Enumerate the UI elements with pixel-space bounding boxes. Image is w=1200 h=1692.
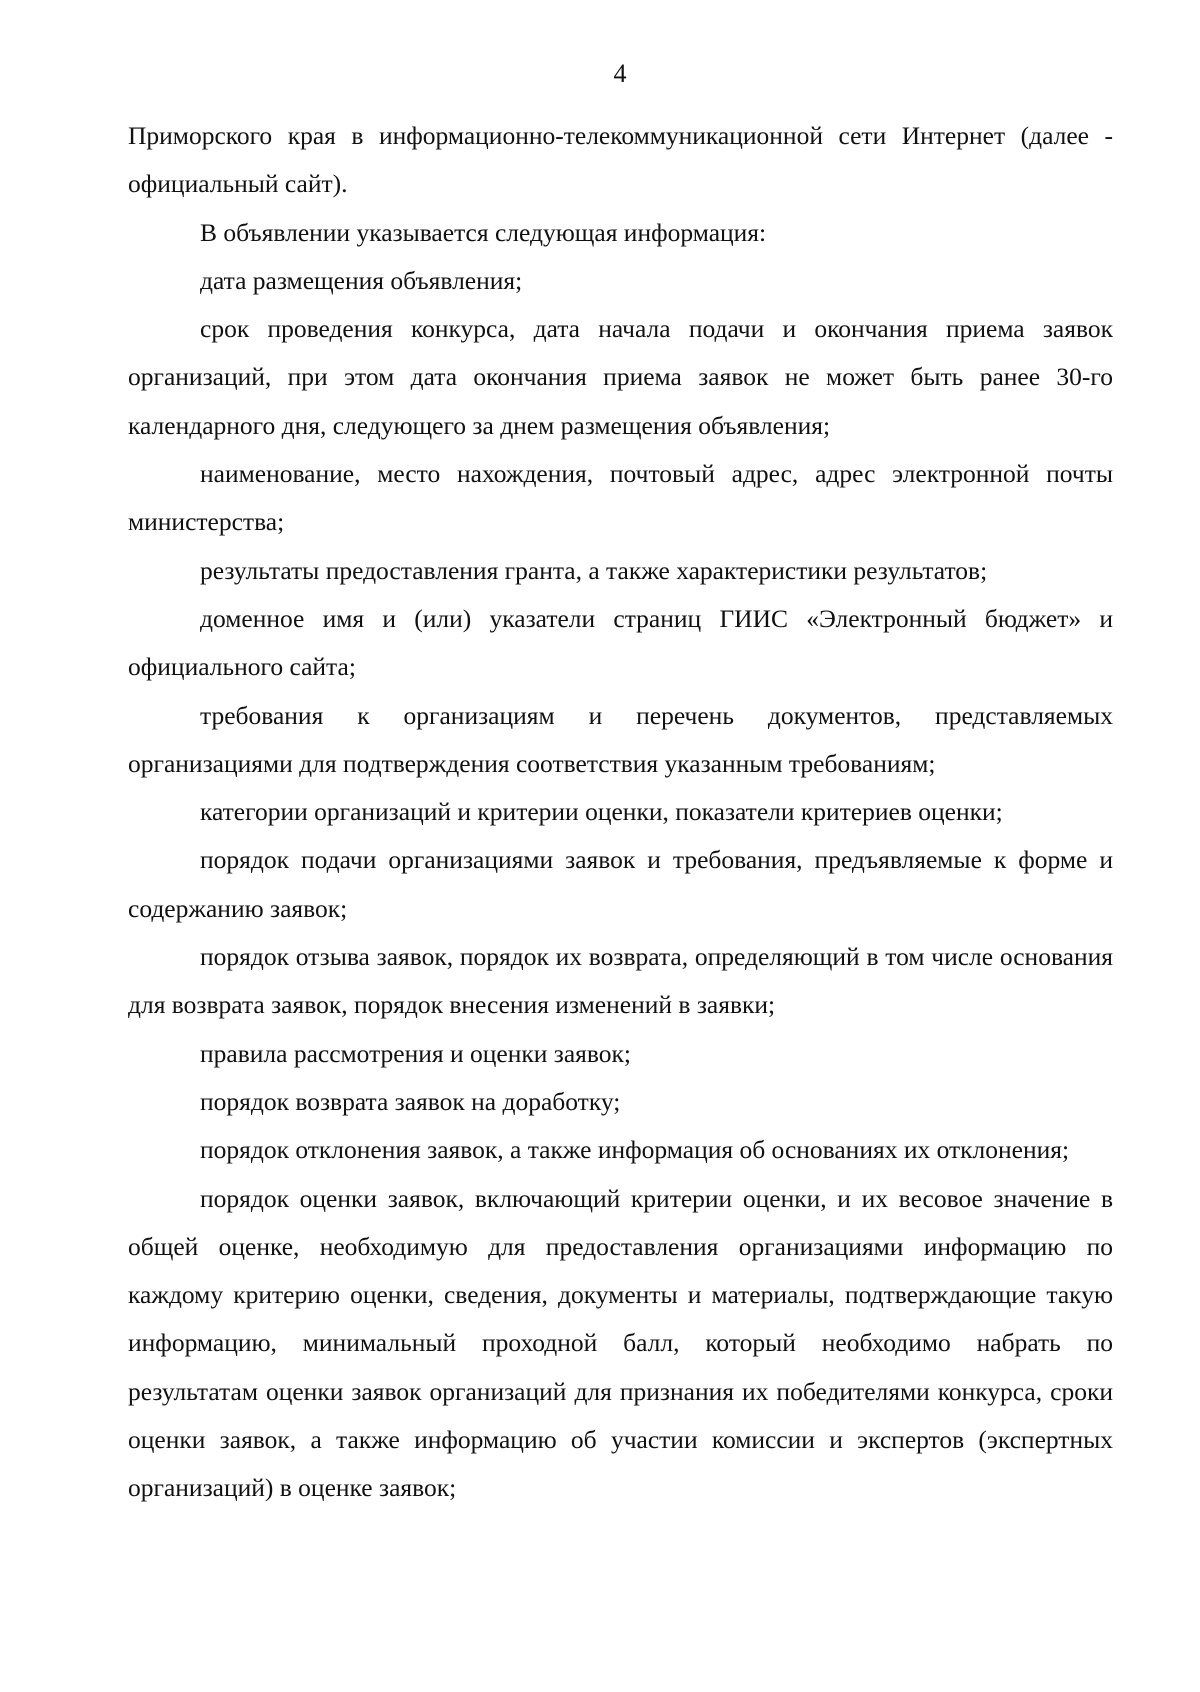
list-item: порядок отзыва заявок, порядок их возврата, определяющий в том числе основания для возврата заявок, порядок внесения изменений в заявки;	[128, 942, 1113, 1020]
list-item: наименование, место нахождения, почтовый адрес, адрес электронной почты министерства;	[128, 459, 1113, 537]
list-item: правила рассмотрения и оценки заявок;	[200, 1038, 631, 1068]
list-item: порядок отклонения заявок, а также информация об основаниях их отклонения;	[200, 1135, 1070, 1165]
list-item: результаты предоставления гранта, а также характеристики результатов;	[200, 555, 988, 585]
document-body	[128, 112, 1113, 1513]
list-item: порядок оценки заявок, включающий критерии оценки, и их весовое значение в общей оценке, необходимую для предоставления организациями информацию по каждому критерию оценки, сведения, документы и материалы, подтверждающие такую информацию, минимальный проходной балл, который необходимо набрать по результатам оценки заявок организаций для признания их победителями конкурса, сроки оценки заявок, а также информацию об участии комиссии и экспертов (экспертных организаций) в оценке заявок;	[128, 1183, 1113, 1503]
paragraph-intro: В объявлении указывается следующая информация:	[200, 217, 767, 247]
list-item: доменное имя и (или) указатели страниц ГИИС «Электронный бюджет» и официального сайта;	[128, 603, 1113, 682]
list-item: требования к организациям и перечень документов, представляемых организациями для подтверждения соответствия указанным требованиям;	[128, 700, 1113, 778]
page-number: 4	[613, 59, 627, 88]
list-item: категории организаций и критерии оценки, показатели критериев оценки;	[200, 797, 1003, 827]
list-item: порядок подачи организациями заявок и требования, предъявляемые к форме и содержанию заявок;	[128, 845, 1113, 923]
list-item: дата размещения объявления;	[200, 265, 523, 295]
list-item: порядок возврата заявок на доработку;	[200, 1086, 621, 1116]
paragraph-continuation: Приморского края в информационно-телекоммуникационной сети Интернет (далее - официальный сайт).	[128, 121, 1113, 199]
list-item: срок проведения конкурса, дата начала подачи и окончания приема заявок организаций, при этом дата окончания приема заявок не может быть ранее 30-го календарного дня, следующего за днем размещения объявления;	[128, 314, 1113, 440]
